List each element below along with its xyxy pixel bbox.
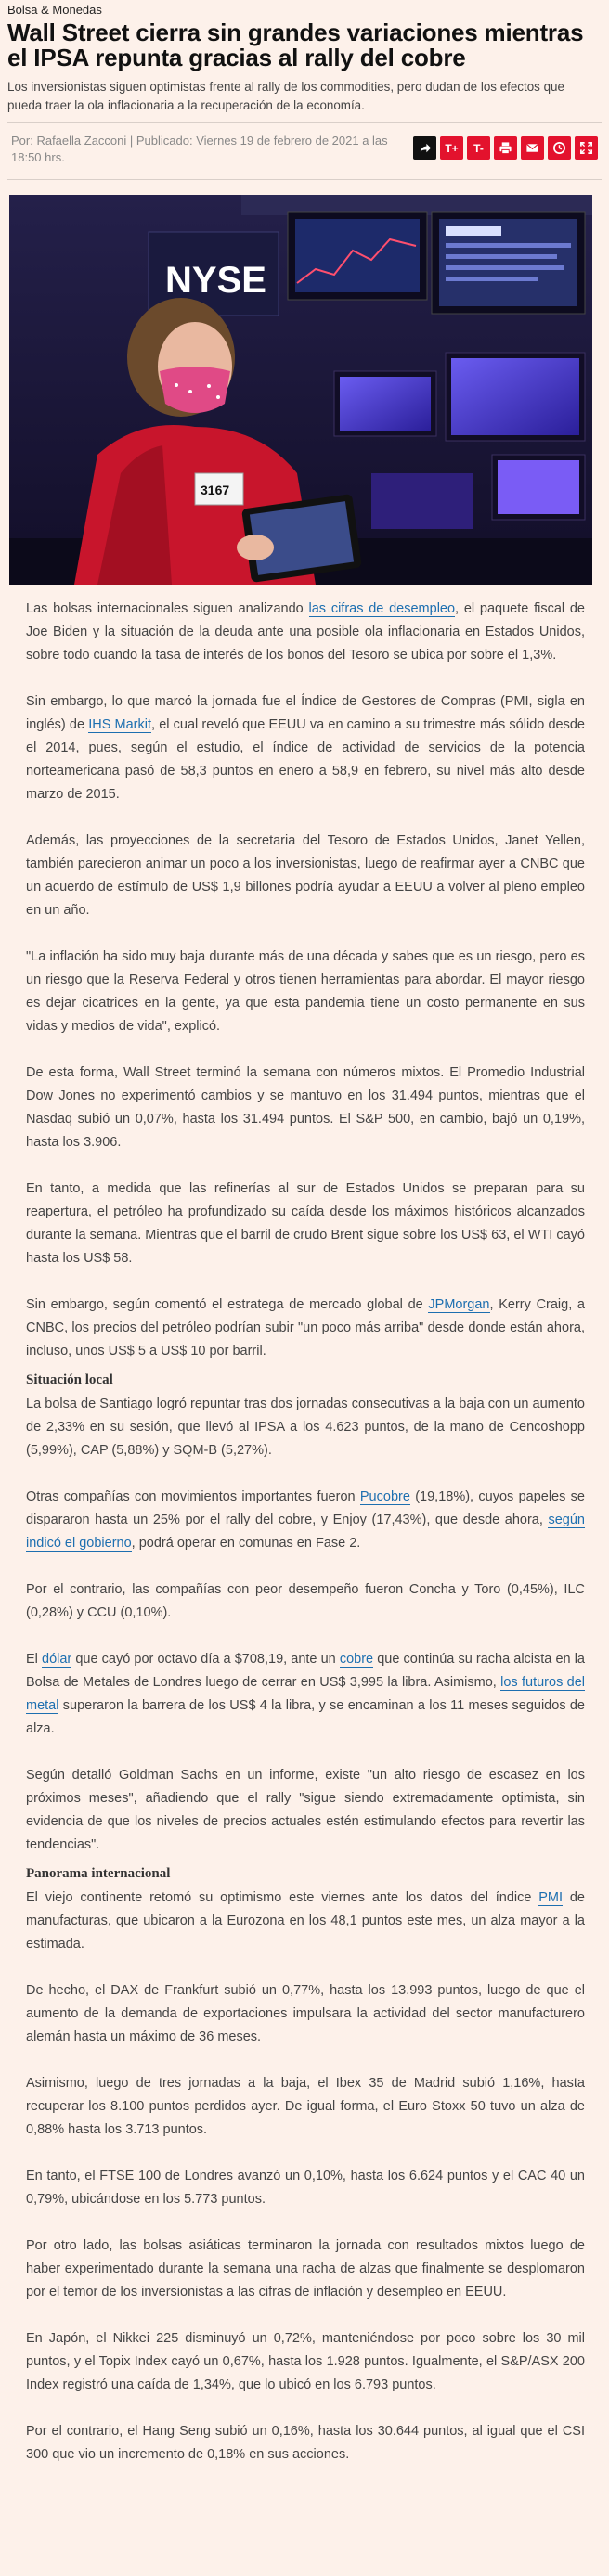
text-span: , el cual reveló que EEUU va en camino a su trimestre más sólido desde el 2014, pues, según el estudio, el índice de actividad de servicios de la potencia norteamericana pasó de 58,3 puntos en enero a 58,9 en febrero, su nivel más alto desde marzo de 2015. bbox=[26, 717, 585, 802]
email-button[interactable] bbox=[521, 136, 544, 160]
text-span: que cayó por octavo día a $708,19, ante un bbox=[71, 1652, 340, 1667]
heading-international-outlook: Panorama internacional bbox=[26, 1866, 171, 1881]
paragraph-2 bbox=[26, 690, 585, 806]
text-span: Sin embargo, lo que marcó la jornada fue el Índice de Gestores de Compras (PMI, sigla en inglés) de bbox=[26, 694, 585, 732]
share-button[interactable] bbox=[413, 136, 436, 160]
text-span: de manufacturas, que ubicaron a la Eurozona en los 48,1 puntos este mes, un alza mayor a la estimada. bbox=[26, 1890, 585, 1951]
email-icon bbox=[525, 141, 539, 155]
paragraph-17: Por otro lado, las bolsas asiáticas terminaron la jornada con resultados mixtos luego de haber experimentado durante la semana una racha de alzas que finalmente se desplomaron por el temor de los inversionistas a las cifras de inflación y desempleo en EEUU. bbox=[26, 2238, 585, 2299]
expand-button[interactable] bbox=[575, 136, 598, 160]
article-subtitle: Los inversionistas siguen optimistas frente al rally de los commodities, pero dudan de los efectos que pueda traer la ola inflacionaria a la recuperación de la economía. bbox=[7, 80, 564, 112]
print-icon bbox=[499, 141, 512, 155]
paragraph-13 bbox=[26, 1887, 585, 1956]
paragraph-5: De esta forma, Wall Street terminó la semana con números mixtos. El Promedio Industrial Dow Jones no experimentó cambios y se mantuvo en los 31.494 puntos, mientras que el Nasdaq subió un 0,07%, hasta los 31.494 puntos. El S&P 500, en cambio, bajó un 0,19%, hasta los 3.906. bbox=[26, 1065, 585, 1150]
paragraph-18: En Japón, el Nikkei 225 disminuyó un 0,72%, manteniéndose por poco sobre los 30 mil puntos, y el Topix Index cayó un 0,67%, hasta los 1.928 puntos. Igualmente, el S&P/ASX 200 Index registró una caída de 1,34%, que lo ubicó en los 6.793 puntos. bbox=[26, 2331, 585, 2392]
share-arrow-icon bbox=[418, 141, 432, 155]
text-span: superaron la barrera de los US$ 4 la libra, y se encaminan a los 11 meses seguidos de alza. bbox=[26, 1698, 585, 1736]
paragraph-16: En tanto, el FTSE 100 de Londres avanzó un 0,10%, hasta los 6.624 puntos y el CAC 40 un 0,79%, ubicándose en los 5.773 puntos. bbox=[26, 2169, 585, 2207]
text-span: , Kerry Craig, a CNBC, los precios del petróleo podrían subir "un poco más arriba" desde donde están ahora, incluso, unos US$ 5 a US$ 10 por barril. bbox=[26, 1297, 586, 1359]
paragraph-14: De hecho, el DAX de Frankfurt subió un 0,77%, hasta los 13.993 puntos, luego de que el aumento de la demanda de exportaciones impulsara la actividad del sector manufacturero alemán hasta un máximo de 36 meses. bbox=[26, 1983, 585, 2044]
text-span: (19,18%), cuyos papeles se dispararon hasta un 25% por el rally del cobre, y Enjoy (17,43%), que desde ahora, bbox=[26, 1489, 586, 1527]
link-dollar[interactable]: dólar bbox=[42, 1652, 72, 1667]
section-label[interactable]: Bolsa & Monedas bbox=[7, 3, 102, 17]
link-government[interactable]: según indicó el gobierno bbox=[26, 1513, 585, 1551]
text-span: Sin embargo, según comentó el estratega de mercado global de bbox=[26, 1297, 429, 1312]
paragraph-3: Además, las proyecciones de la secretaria del Tesoro de Estados Unidos, Janet Yellen, también parecieron animar un poco a los inversionistas, luego de reafirmar ayer a CNBC que un acuerdo de estímulo de US$ 1,9 billones podría ayudar a EEUU a volver al pleno empleo en un año. bbox=[26, 833, 585, 918]
article-body bbox=[0, 598, 609, 2467]
paragraph-6: En tanto, a medida que las refinerías al sur de Estados Unidos se preparan para su reapertura, el petróleo ha profundizado su caída desde los máximos históricos alcanzados durante la semana. Mientras que el barril de crudo Brent sigue sobre los US$ 63, el WTI cayó hasta los US$ 58. bbox=[26, 1181, 585, 1266]
heading-local-situation: Situación local bbox=[26, 1372, 113, 1387]
paragraph-15: Asimismo, luego de tres jornadas a la baja, el Ibex 35 de Madrid subió 1,16%, hasta recuperar los 8.100 puntos perdidos ayer. De igual forma, el Euro Stoxx 50 tuvo un alza de 0,88% hasta los 3.713 puntos. bbox=[26, 2076, 585, 2137]
paragraph-9 bbox=[26, 1486, 585, 1555]
article-photo bbox=[9, 195, 592, 585]
text-span: El viejo continente retomó su optimismo este viernes ante los datos del índice bbox=[26, 1890, 539, 1905]
text-span: que continúa su racha alcista en la Bolsa de Metales de Londres luego de cerrar en US$ 3,995 la libra. Asimismo, bbox=[26, 1652, 585, 1690]
paragraph-4: "La inflación ha sido muy baja durante más de una década y sabes que es un riesgo, pero es un riesgo que la Reserva Federal y otros tienen herramientas para abordar. El mayor riesgo es dejar cicatrices en la gente, ya que esta pandemia tiene un costo permanente en sus vidas y medios de vida", explicó. bbox=[26, 949, 585, 1034]
paragraph-10: Por el contrario, las compañías con peor desempeño fueron Concha y Toro (0,45%), ILC (0,28%) y CCU (0,10%). bbox=[26, 1582, 585, 1620]
paragraph-11 bbox=[26, 1648, 585, 1741]
link-metal-futures[interactable]: los futuros del metal bbox=[26, 1675, 585, 1713]
expand-icon bbox=[579, 141, 593, 155]
font-decrease-button[interactable]: T- bbox=[467, 136, 490, 160]
text-span: , podrá operar en comunas en Fase 2. bbox=[131, 1536, 361, 1551]
paragraph-7 bbox=[26, 1294, 585, 1363]
text-span: Otras compañías con movimientos importantes fueron bbox=[26, 1489, 360, 1504]
link-pmi[interactable]: PMI bbox=[538, 1890, 564, 1905]
article-meta bbox=[7, 122, 602, 180]
paragraph-1 bbox=[26, 598, 585, 667]
text-span: El bbox=[26, 1652, 42, 1667]
article-toolbar bbox=[413, 133, 598, 160]
link-ihs-markit[interactable]: IHS Markit bbox=[88, 717, 151, 732]
nyse-sign: NYSE bbox=[165, 260, 266, 301]
text-span: , el paquete fiscal de Joe Biden y la situación de la deuda ante una posible ola inflacionaria en Estados Unidos, sobre todo cuando la tasa de interés de los bonos del Tesoro se ubica por sobre el 1,3%. bbox=[26, 601, 585, 663]
byline: Por: Rafaella Zacconi | Publicado: Viernes 19 de febrero de 2021 a las 18:50 hrs. bbox=[11, 134, 388, 164]
paragraph-12: Según detalló Goldman Sachs en un informe, existe "un alto riesgo de escasez en los próximos meses", añadiendo que el rally "sigue siendo extremadamente optimista, sin evidencia de que los niveles de precios actuales estén estimulando efectos para revertir las tendencias". bbox=[26, 1768, 585, 1852]
paragraph-19: Por el contrario, el Hang Seng subió un 0,16%, hasta los 30.644 puntos, al igual que el CSI 300 que vio un incremento de 0,18% en sus acciones. bbox=[26, 2424, 585, 2462]
link-jpmorgan[interactable]: JPMorgan bbox=[428, 1297, 490, 1312]
print-button[interactable] bbox=[494, 136, 517, 160]
clock-icon bbox=[552, 141, 566, 155]
link-unemployment-figures[interactable]: las cifras de desempleo bbox=[308, 601, 456, 616]
text-span: Las bolsas internacionales siguen analizando bbox=[26, 601, 309, 616]
paragraph-8: La bolsa de Santiago logró repuntar tras dos jornadas consecutivas a la baja con un aumento de 2,33% en su sesión, que llevó al IPSA a los 4.623 puntos, de la mano de Cencoshopp (5,99%), CAP (5,88%) y SQM-B (5,27%). bbox=[26, 1397, 585, 1458]
link-copper[interactable]: cobre bbox=[339, 1652, 374, 1667]
trader-badge: 3167 bbox=[201, 483, 230, 497]
history-button[interactable] bbox=[548, 136, 571, 160]
article-title: Wall Street cierra sin grandes variaciones mientras el IPSA repunta gracias al rally del cobre bbox=[7, 19, 584, 71]
font-increase-button[interactable]: T+ bbox=[440, 136, 463, 160]
trader-photo-illustration bbox=[9, 195, 592, 585]
link-pucobre[interactable]: Pucobre bbox=[359, 1489, 410, 1504]
